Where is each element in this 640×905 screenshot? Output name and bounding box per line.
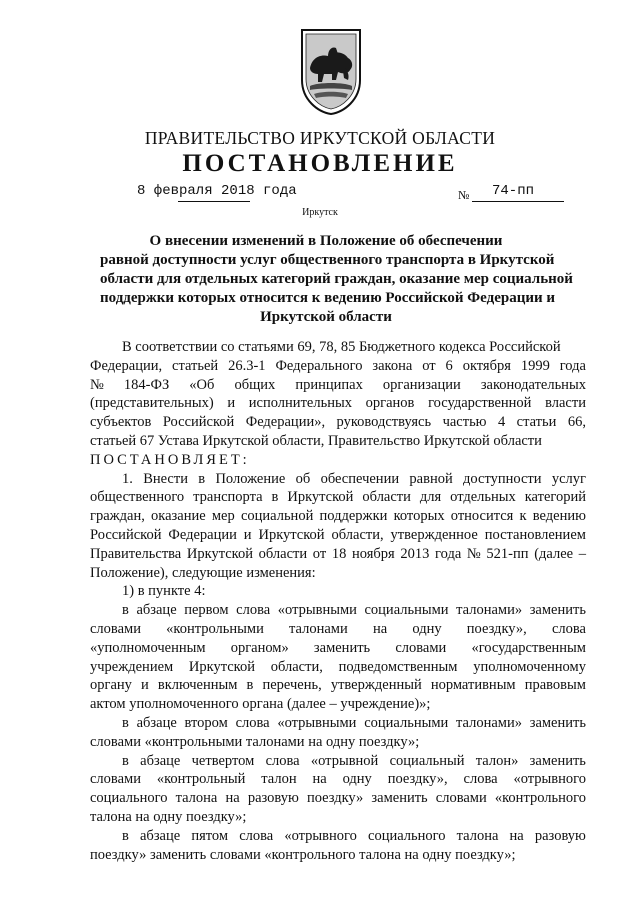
government-name: ПРАВИТЕЛЬСТВО ИРКУТСКОЙ ОБЛАСТИ — [144, 128, 496, 148]
title-line: области для отдельных категорий граждан, оказание мер социальной — [100, 271, 573, 287]
decree-title — [100, 232, 573, 327]
irkutsk-coat-of-arms-emblem — [298, 28, 364, 116]
paragraph-d-line: в абзаце пятом слова «отрывного социального талона на разовую — [122, 827, 586, 844]
number-underline — [472, 201, 564, 202]
paragraph-b-line: в абзаце втором слова «отрывными социальными талонами» заменить — [122, 714, 586, 731]
paragraph-c-line: в абзаце четвертом слова «отрывной социальный талон» заменить — [122, 752, 586, 769]
decree-body — [90, 338, 586, 864]
paragraph-c-line: словами «контрольный талон на одну поездку», слова «отрывного — [90, 771, 586, 788]
document-type-heading: ПОСТАНОВЛЕНИЕ — [182, 150, 458, 177]
city-name: Иркутск — [302, 207, 338, 218]
paragraph-b-line: словами «контрольными талонами на одну поездку»; — [90, 733, 420, 750]
decree-number: 74-пп — [492, 183, 535, 199]
preamble-line: В соответствии со статьями 69, 78, 85 Бюджетного кодекса Российской — [122, 339, 561, 355]
preamble-line: статьей 67 Устава Иркутской области, Правительство Иркутской области — [90, 432, 542, 449]
item1-line: Российской Федерации и Иркутской области, утвержденное постановлением — [90, 526, 586, 543]
paragraph-a-line: актом уполномоченного органа (далее – учреждение)»; — [90, 696, 431, 713]
preamble-line: субъектов Российской Федерации», руководствуясь частью 4 статьи 66, — [90, 414, 586, 431]
paragraph-a-line: органу и включенным в перечень, утвержденный нормативным правовым — [90, 677, 586, 694]
paragraph-a-line: учреждением Иркутской области, подведомственным уполномоченному — [90, 658, 586, 675]
resolve-word: ПОСТАНОВЛЯЕТ: — [90, 451, 250, 468]
paragraph-a-line: в абзаце первом слова «отрывными социальными талонами» заменить — [122, 602, 586, 619]
title-line: поддержки которых относится к ведению Российской Федерации и — [100, 290, 556, 306]
date-underline — [178, 201, 250, 202]
item1-line: граждан, оказание мер социальной поддержки которых относится к ведению — [90, 508, 586, 525]
title-line: Иркутской области — [260, 309, 392, 325]
item1-line: общественного транспорта в Иркутской области для отдельных категорий — [90, 489, 586, 506]
item1-line: 1. Внести в Положение об обеспечении равной доступности услуг — [122, 470, 586, 487]
item1-line: Правительства Иркутской области от 18 ноября 2013 года № 521-пп (далее – — [90, 545, 586, 562]
decree-date: 8 февраля 2018 года — [137, 183, 297, 199]
paragraph-d-line: поездку» заменить словами «контрольного талона на одну поездку»; — [90, 846, 516, 863]
number-sign: № — [458, 188, 470, 202]
preamble-line: (представительных) и исполнительных органов государственной власти — [90, 395, 586, 412]
preamble-line: Федерации, статьей 26.3-1 Федерального закона от 6 октября 1999 года — [90, 357, 586, 374]
paragraph-a-line: «уполномоченным органом» заменить словами «государственным — [90, 639, 586, 656]
paragraph-c-line: талона на одну поездку»; — [90, 808, 247, 825]
paragraph-a-line: словами «контрольными талонами на одну поездку», слова — [90, 620, 586, 637]
preamble-line: № 184-ФЗ «Об общих принципах организации законодательных — [90, 376, 586, 393]
subitem-heading: 1) в пункте 4: — [122, 583, 206, 600]
title-line: О внесении изменений в Положение об обеспечении — [149, 233, 503, 249]
paragraph-c-line: социального талона на разовую поездку» заменить словами «контрольного — [90, 790, 586, 807]
item1-line: Положение), следующие изменения: — [90, 564, 316, 581]
title-line: равной доступности услуг общественного транспорта в Иркутской — [100, 252, 555, 268]
